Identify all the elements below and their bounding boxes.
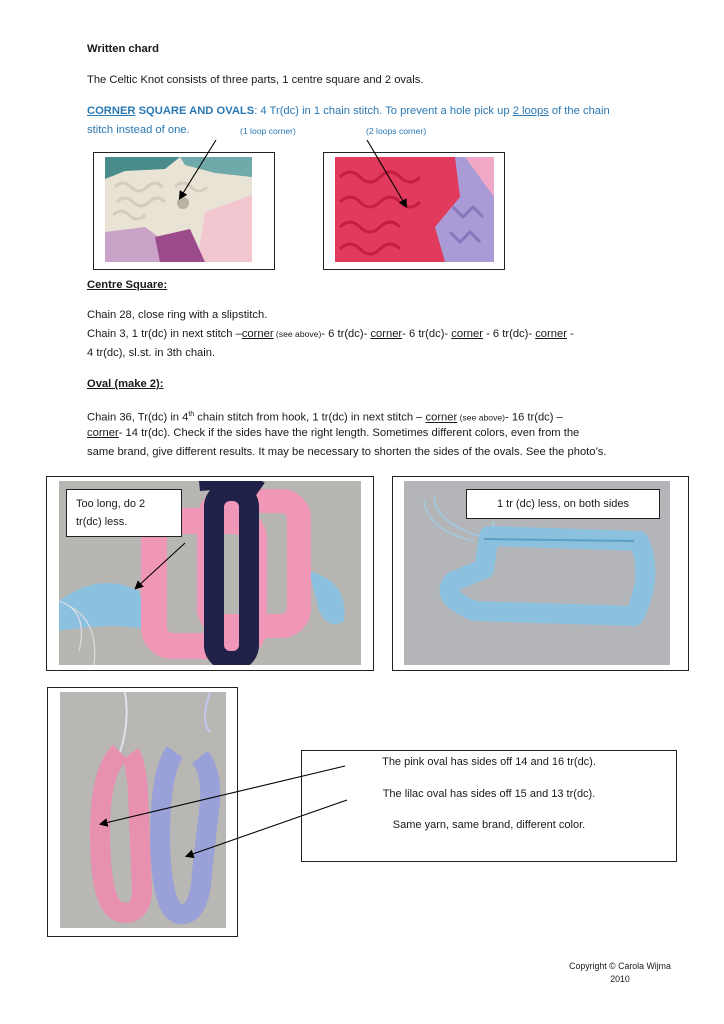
oval-l2-b: - 14 tr(dc). Check if the sides have the right length. Sometimes different colors, even from the [118, 427, 580, 439]
cs-l2-b: - 6 tr(dc)- [321, 328, 371, 340]
oval-l1-c: - 16 tr(dc) – [505, 411, 563, 424]
centre-square-title: Centre Square: [87, 279, 168, 291]
corner-title-rest: SQUARE AND OVALS [135, 105, 255, 117]
centre-square-line1: Chain 28, close ring with a slipstitch. [87, 309, 268, 321]
callout-too-long [66, 489, 182, 537]
corner-text-a: : 4 Tr(dc) in 1 chain stitch. To prevent a hole pick up [254, 105, 513, 117]
centre-square-line3: 4 tr(dc), sl.st. in 3th chain. [87, 347, 216, 359]
cs-l2-d: - 6 tr(dc)- [482, 328, 536, 340]
intro-text: The Celtic Knot consists of three parts, 1 centre square and 2 ovals. [87, 74, 424, 86]
callout-too-long-line1: Too long, do 2 [76, 498, 146, 510]
corner-paragraph-line2: stitch instead of one. [87, 124, 190, 136]
notes-box [301, 750, 677, 862]
corner-loops: 2 loops [512, 105, 549, 117]
oval-line3: same brand, give different results. It may be necessary to shorten the sides of the ovals. See the photo’s. [87, 446, 607, 458]
corner-ref: corner [535, 328, 567, 340]
oval-l1-a: Chain 36, Tr(dc) in 4 [87, 411, 189, 424]
corner-ref: corner [87, 427, 119, 439]
see-above-note: (see above) [273, 329, 322, 339]
copyright-year: 2010 [610, 974, 630, 984]
cs-l2-e: - [566, 328, 574, 340]
corner-ref: corner [425, 411, 458, 424]
copyright-line1: Copyright © Carola Wijma [569, 961, 671, 971]
corner-ref: corner [451, 328, 483, 340]
corner-title-underlined: CORNER [87, 105, 136, 117]
see-above-note: (see above) [457, 412, 506, 423]
oval-l1-sup: th [188, 411, 195, 418]
copyright [556, 960, 684, 986]
corner-ref: corner [370, 328, 403, 340]
note-same: Same yarn, same brand, different color. [392, 819, 586, 831]
corner-ref: corner [241, 328, 274, 340]
callout-too-long-line2: tr(dc) less. [76, 516, 128, 528]
label-1-loop-corner: (1 loop corner) [240, 126, 296, 136]
page-heading: Written chard [87, 43, 159, 55]
cs-l2-a: Chain 3, 1 tr(dc) in next stitch – [87, 328, 242, 340]
oval-l1-b: chain stitch from hook, 1 tr(dc) in next stitch – [194, 411, 426, 424]
oval-title: Oval (make 2): [87, 378, 164, 390]
photo-1-loop-corner [105, 157, 252, 262]
cs-l2-c: - 6 tr(dc)- [402, 328, 452, 340]
oval-line2 [87, 424, 579, 444]
note-pink: The pink oval has sides off 14 and 16 tr(dc). [382, 756, 596, 768]
callout-one-less: 1 tr (dc) less, on both sides [466, 489, 660, 519]
photo-2-loops-corner [335, 157, 494, 262]
centre-square-line2 [87, 325, 574, 345]
note-lilac: The lilac oval has sides off 15 and 13 tr(dc). [382, 788, 596, 800]
label-2-loops-corner: (2 loops corner) [366, 126, 427, 136]
corner-paragraph-line1 [87, 102, 610, 122]
corner-text-b: of the chain [548, 105, 610, 117]
photo-pink-and-lilac-ovals [60, 692, 226, 928]
